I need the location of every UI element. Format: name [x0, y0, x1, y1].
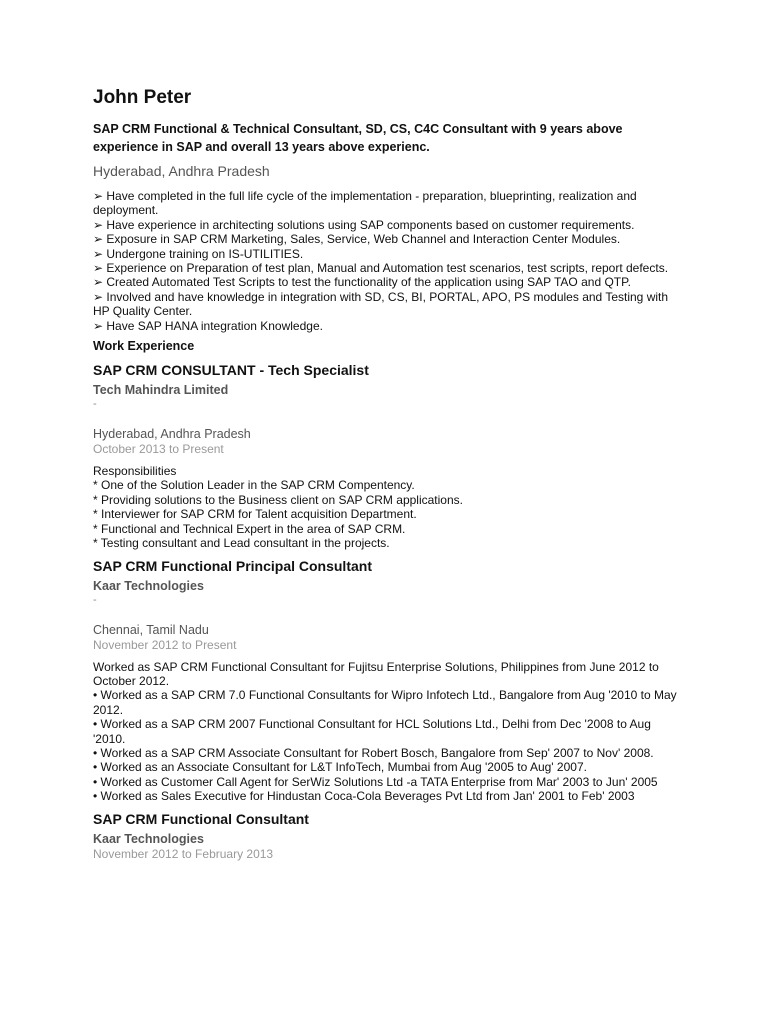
candidate-name: John Peter: [93, 87, 192, 108]
job-dates: October 2013 to Present: [93, 442, 224, 457]
candidate-headline: SAP CRM Functional & Technical Consultant, SD, CS, C4C Consultant with 9 years above experience in SAP and overall 13 years above experienc.: [93, 122, 623, 154]
job-description-line: Worked as SAP CRM Functional Consultant for Fujitsu Enterprise Solutions, Philippines from June 2012 to October 2012.: [93, 659, 659, 688]
job-title: SAP CRM CONSULTANT - Tech Specialist: [93, 362, 369, 379]
job-entry: [93, 361, 683, 550]
job-description-line: * Providing solutions to the Business client on SAP CRM applications.: [93, 492, 463, 507]
job-title: SAP CRM Functional Principal Consultant: [93, 557, 372, 574]
summary-item: ➢ Involved and have knowledge in integration with SD, CS, BI, PORTAL, APO, PS modules and Testing with HP Quality Center.: [93, 289, 669, 319]
job-description: [93, 660, 683, 804]
job-description-line: • Worked as Sales Executive for Hindustan Coca-Cola Beverages Pvt Ltd from Jan' 2001 to Feb' 2003: [93, 789, 635, 804]
resume-content: [93, 86, 683, 862]
summary-item: ➢ Have completed in the full life cycle of the implementation - preparation, blueprinting, realization and deployment.: [93, 189, 637, 218]
job-description-line: Responsibilities: [93, 464, 177, 479]
summary-item: ➢ Experience on Preparation of test plan, Manual and Automation test scenarios, test scripts, report defects.: [93, 261, 669, 276]
job-description-line: • Worked as a SAP CRM 2007 Functional Consultant for HCL Solutions Ltd., Delhi from Dec '2008 to Aug '2010.: [93, 717, 651, 746]
job-company: Kaar Technologies: [93, 831, 204, 846]
candidate-location: Hyderabad, Andhra Pradesh: [93, 163, 270, 179]
job-description-line: • Worked as a SAP CRM Associate Consultant for Robert Bosch, Bangalore from Sep' 2007 to Nov' 2008.: [93, 745, 654, 760]
summary-item: ➢ Have experience in architecting solutions using SAP components based on customer requirements.: [93, 217, 635, 232]
job-description-line: • Worked as a SAP CRM 7.0 Functional Consultants for Wipro Infotech Ltd., Bangalore from Aug '2010 to May 2012.: [93, 688, 677, 717]
job-company: Tech Mahindra Limited: [93, 383, 229, 398]
job-description: [93, 464, 683, 550]
job-dates: November 2012 to Present: [93, 637, 237, 652]
summary-item: ➢ Exposure in SAP CRM Marketing, Sales, Service, Web Channel and Interaction Center Modules.: [93, 232, 621, 247]
job-description-line: * Testing consultant and Lead consultant in the projects.: [93, 536, 390, 551]
summary-item: ➢ Created Automated Test Scripts to test the functionality of the application using SAP TAO and QTP.: [93, 275, 631, 290]
summary-item: ➢ Undergone training on IS-UTILITIES.: [93, 246, 304, 261]
summary-item: ➢ Have SAP HANA integration Knowledge.: [93, 318, 323, 333]
job-description-line: * Functional and Technical Expert in the area of SAP CRM.: [93, 521, 406, 536]
job-description-line: * One of the Solution Leader in the SAP CRM Compentency.: [93, 478, 415, 493]
summary-list: [93, 189, 683, 333]
job-company: Kaar Technologies: [93, 578, 204, 593]
job-entry: [93, 557, 683, 804]
job-description-line: • Worked as Customer Call Agent for SerWiz Solutions Ltd -a TATA Enterprise from Mar' 2003 to Jun' 2005: [93, 774, 658, 789]
job-title: SAP CRM Functional Consultant: [93, 810, 309, 827]
job-location: Chennai, Tamil Nadu: [93, 622, 209, 637]
job-location: Hyderabad, Andhra Pradesh: [93, 427, 251, 442]
job-entry: [93, 810, 683, 862]
job-separator: -: [93, 593, 97, 606]
work-experience-heading: Work Experience: [93, 339, 195, 354]
job-dates: November 2012 to February 2013: [93, 846, 274, 861]
job-separator: -: [93, 398, 97, 411]
job-description-line: • Worked as an Associate Consultant for L&T InfoTech, Mumbai from Aug '2005 to Aug' 2007.: [93, 760, 587, 775]
job-description-line: * Interviewer for SAP CRM for Talent acquisition Department.: [93, 507, 417, 522]
